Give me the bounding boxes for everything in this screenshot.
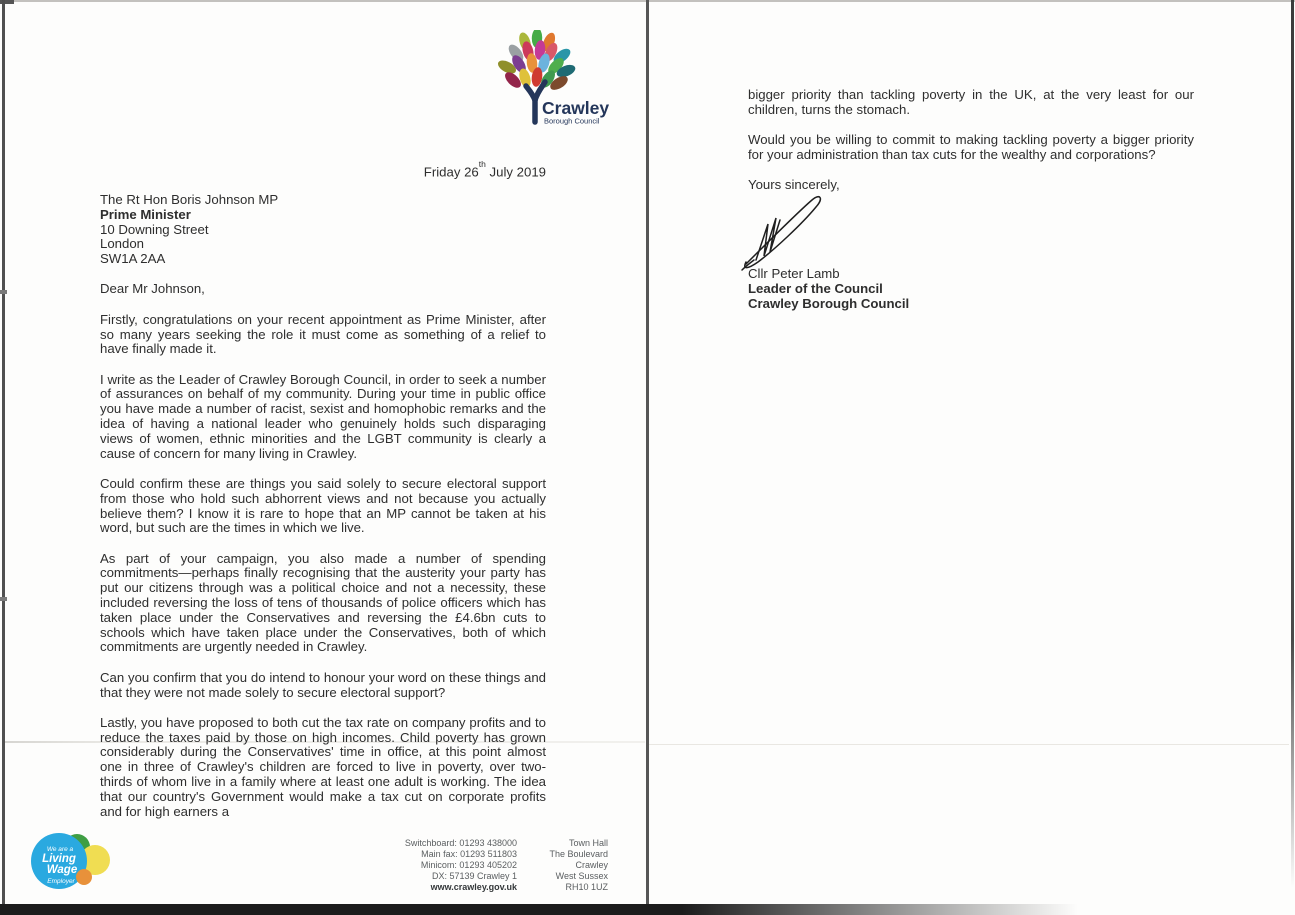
scan-edge-bottom xyxy=(0,904,1100,915)
letter-body-page2 xyxy=(748,88,1194,193)
recipient-line: SW1A 2AA xyxy=(100,251,166,267)
footer-contact-line: Switchboard: 01293 438000 xyxy=(404,838,517,848)
page-divider xyxy=(646,0,649,905)
letter-paragraph: Would you be willing to commit to making tackling poverty a bigger priority for your administration than tax cuts for the wealthy and corporations? xyxy=(748,132,1194,162)
crawley-logo xyxy=(495,30,613,126)
living-wage-badge-icon xyxy=(25,827,111,893)
recipient-line: Prime Minister xyxy=(100,206,191,222)
footer-contact-line: Minicom: 01293 405202 xyxy=(420,860,517,870)
footer-address-line: West Sussex xyxy=(555,871,608,881)
fold-line-page2 xyxy=(649,744,1289,745)
crawley-logo-subtitle: Borough Council xyxy=(544,116,600,126)
signatory-title: Leader of the Council xyxy=(748,281,883,297)
letter-date: Friday 26th July 2019 xyxy=(423,159,546,180)
badge-line-1: We are a xyxy=(46,846,74,853)
footer-address-block xyxy=(462,838,608,893)
badge-line-4: Employer xyxy=(47,878,75,885)
footer-contact-line: DX: 57139 Crawley 1 xyxy=(431,871,517,881)
recipient-address xyxy=(100,193,546,267)
footer-website: www.crawley.gov.uk xyxy=(430,882,517,892)
crawley-logo-name: Crawley xyxy=(542,98,610,118)
footer-address-line: Town Hall xyxy=(568,838,608,848)
salutation: Dear Mr Johnson, xyxy=(100,281,205,297)
recipient-line: The Rt Hon Boris Johnson MP xyxy=(100,192,279,207)
letter-paragraph: Firstly, congratulations on your recent appointment as Prime Minister, after so many years seeking the role it must come as something of a relief to have finally made it. xyxy=(100,311,546,357)
badge-line-2: Living xyxy=(42,853,76,865)
closing: Yours sincerely, xyxy=(748,177,840,193)
letter-paragraph: I write as the Leader of Crawley Borough Council, in order to seek a number of assurances on behalf of my community. During your time in public office you have made a number of racist, sexist and homophobic remarks and the idea of having a national leader who genuinely holds such disparaging views of women, ethnic minorities and the LGBT community is clearly a cause of concern for many living in Crawley. xyxy=(100,371,546,461)
crawley-tree-icon xyxy=(495,30,613,126)
footer-address-line: The Boulevard xyxy=(549,849,608,859)
signatory-organisation: Crawley Borough Council xyxy=(748,296,910,312)
footer-contact-line: Main fax: 01293 511803 xyxy=(421,849,517,859)
scan-mark xyxy=(0,290,7,294)
letter-body-page1 xyxy=(100,193,546,819)
footer-address-line: Crawley xyxy=(575,860,608,870)
letter-paragraph: Could confirm these are things you said solely to secure electoral support from those who hold such abhorrent views and not because you actually believe them? I know it is rare to hope that an MP cannot be taken at his word, but such are the times in which we live. xyxy=(100,475,546,536)
letter-paragraph: Can you confirm that you do intend to honour your word on these things and that they were not made solely to secure electoral support? xyxy=(100,669,546,700)
recipient-line: London xyxy=(100,236,145,252)
footer-address-line: RH10 1UZ xyxy=(565,882,608,892)
badge-line-3: Wage xyxy=(46,864,78,876)
letter-paragraph: As part of your campaign, you also made a number of spending commitments—perhaps finally recognising that the austerity your party has put our citizens through was a political choice and not a necessity, these included reversing the loss of tens of thousands of police officers which has taken place under the Conservatives and reversing the £4.6bn cuts to schools which have taken place under the Conservatives, both of which commitments are urgently needed in Crawley. xyxy=(100,550,546,655)
signature-icon xyxy=(740,194,830,272)
scan-edge-left xyxy=(2,0,5,906)
signatory-name: Cllr Peter Lamb xyxy=(748,266,840,281)
scan-mark xyxy=(0,597,7,601)
recipient-line: 10 Downing Street xyxy=(100,221,209,237)
letter-paragraph: Lastly, you have proposed to both cut the tax rate on company profits and to reduce the taxes paid by those on high incomes. Child poverty has grown considerably during the Conservatives' time in office, at this point almost one in three of Crawley's children are forced to live in poverty, over two-thirds of whom live in a family where at least one adult is working. The idea that our country's Government would make a tax cut on corporate profits and for high earners a xyxy=(100,714,546,819)
scan-edge-right xyxy=(1291,0,1294,915)
signature-block xyxy=(748,266,909,312)
letter-paragraph: bigger priority than tackling poverty in the UK, at the very least for our children, turns the stomach. xyxy=(748,87,1194,117)
